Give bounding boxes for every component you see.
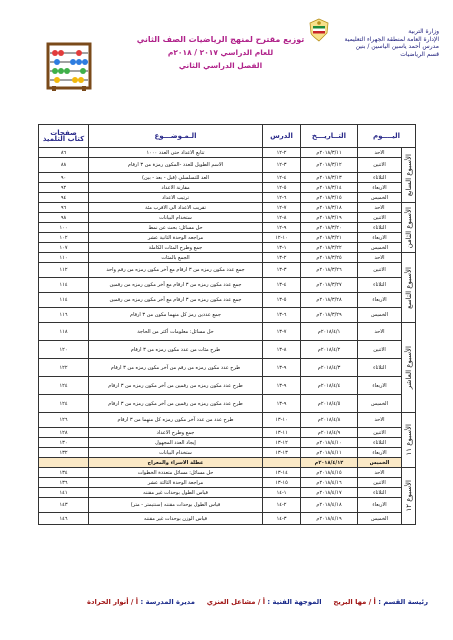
table-row xyxy=(39,308,416,323)
pages-cell: ١٠٢ xyxy=(39,233,89,243)
lesson-cell: ٩-١٣ xyxy=(263,395,301,413)
topic-cell: مراجعه الوحدة الثانية عشر xyxy=(89,233,263,243)
department-line: قسم الرياضيات xyxy=(400,50,439,58)
topic-cell: عطلة الاسراء والمعراج xyxy=(89,458,263,468)
date-cell: ٢٠١٨/٤/٥م xyxy=(301,395,358,413)
date-cell: ٢٠١٨/٣/٢٥م xyxy=(301,253,358,263)
pages-cell: ١١٤ xyxy=(39,278,89,293)
lesson-cell: ٢-١٤ xyxy=(263,498,301,513)
week-label-text: الأسبوع العاشر xyxy=(404,345,413,390)
date-cell: ٢٠١٨/٣/٢٢م xyxy=(301,243,358,253)
col-day-header: اليــــوم xyxy=(358,125,416,148)
topic-cell: حل مسائل: بحث عن نمط xyxy=(89,223,263,233)
lesson-cell: ٣-١٣ xyxy=(263,263,301,278)
topic-cell: قياس الوزن بوحدات غير مقننه xyxy=(89,513,263,525)
day-cell: الاثنين xyxy=(358,341,402,359)
table-row xyxy=(39,395,416,413)
table-row xyxy=(39,293,416,308)
topic-cell: طرح عدد مكون رمزه من رقم من آخر مكون رمزه من ٣ ارقام xyxy=(89,359,263,377)
week-label-text: الأسبوع ١١ xyxy=(404,424,413,456)
week-label-text: الأسبوع الثامن xyxy=(404,206,413,249)
topic-cell: الجمع بالمئات xyxy=(89,253,263,263)
ministry-line: وزارة التربية xyxy=(408,28,439,35)
pages-cell: ١٤٦ xyxy=(39,513,89,525)
supervisor-label: الموجهة الفنية : xyxy=(267,598,322,606)
day-cell: الاثنين xyxy=(358,263,402,278)
pages-cell: ١٢٢ xyxy=(39,359,89,377)
lesson-cell: ٣-١٢ xyxy=(263,158,301,173)
date-cell: ٢٠١٨/٤/١٨م xyxy=(301,498,358,513)
day-cell: الخميس xyxy=(358,308,402,323)
lesson-cell: ٩-١٣ xyxy=(263,359,301,377)
day-cell: الثلاثاء xyxy=(358,173,402,183)
directorate-line: الإدارة العامة لمنطقة الجهراء التعليمية xyxy=(344,35,439,43)
table-row xyxy=(39,233,416,243)
principal-name: أ / أنوار الحرادة xyxy=(86,598,139,606)
topic-cell: العد للتسلسلي (قبل - بعد - بين) xyxy=(89,173,263,183)
day-cell: الثلاثاء xyxy=(358,438,402,448)
date-cell: ٢٠١٨/٣/١٣م xyxy=(301,173,358,183)
pages-cell: ١١٨ xyxy=(39,323,89,341)
lesson-cell: ٥-١٣ xyxy=(263,293,301,308)
table-row xyxy=(39,488,416,498)
topic-cell: جمع عدد مكون رمزه من ٣ ارقام مع آخر مكون رمزه من رقمين xyxy=(89,278,263,293)
title-line-1: توزيع مقترح لمنهج الرياضيات الصف الثاني xyxy=(136,35,305,44)
date-cell: ٢٠١٨/٤/٤م xyxy=(301,377,358,395)
table-row xyxy=(39,341,416,359)
table-row xyxy=(39,498,416,513)
lesson-cell: ١٤-١٣ xyxy=(263,468,301,478)
pages-cell: ٨٦ xyxy=(39,148,89,158)
day-cell: الاثنين xyxy=(358,213,402,223)
week-label-text: الأسبوع التاسع xyxy=(404,266,413,309)
pages-cell: ١٠٧ xyxy=(39,243,89,253)
table-row xyxy=(39,468,416,478)
lesson-cell: ٩-١٢ xyxy=(263,223,301,233)
lesson-cell: ١٠-١٢ xyxy=(263,233,301,243)
title-line-2: للعام الدراسي ٢٠١٧ / ٢٠١٨م xyxy=(167,48,274,57)
principal-label: مديرة المدرسة : xyxy=(140,598,195,606)
day-cell: الاحد xyxy=(358,203,402,213)
table-row xyxy=(39,428,416,438)
topic-cell: مراجعة الوحدة الثالثة عشر xyxy=(89,478,263,488)
pages-cell: ١١٠ xyxy=(39,253,89,263)
day-cell: الاثنين xyxy=(358,478,402,488)
topic-cell: جمع وطرح الاعداد xyxy=(89,428,263,438)
day-cell: الثلاثاء xyxy=(358,359,402,377)
pages-cell: ٩٨ xyxy=(39,213,89,223)
lesson-cell xyxy=(263,458,301,468)
table-row xyxy=(39,148,416,158)
topic-cell: طرح عدد مكون رمزه من رقمين من آخر مكون رمزه من ٣ ارقام xyxy=(89,395,263,413)
topic-cell: تقريب الاعداد الى الاقرب مئة xyxy=(89,203,263,213)
title-line-3: الفصل الدراسي الثاني xyxy=(178,61,263,70)
pages-cell: ١٢٤ xyxy=(39,395,89,413)
lesson-cell: ١-١٤ xyxy=(263,488,301,498)
day-cell: الاربعاء xyxy=(358,448,402,458)
day-cell: الاحد xyxy=(358,148,402,158)
col-date-header: التــاريـــخ xyxy=(301,125,358,148)
table-row xyxy=(39,203,416,213)
day-cell: الخميس xyxy=(358,458,402,468)
pages-cell: ١٢٤ xyxy=(39,377,89,395)
date-cell: ٢٠١٨/٣/١٩م xyxy=(301,213,358,223)
day-cell: الاربعاء xyxy=(358,233,402,243)
table-row xyxy=(39,448,416,458)
lesson-cell: ٧-١٣ xyxy=(263,323,301,341)
week-label xyxy=(402,413,416,468)
topic-cell: طرح عدد مكون رمزه من رقمين من آخر مكون رمزه من ٣ ارقام xyxy=(89,377,263,395)
day-cell: الخميس xyxy=(358,513,402,525)
pages-cell: ١٤٣ xyxy=(39,498,89,513)
day-cell: الاحد xyxy=(358,468,402,478)
date-cell: ٢٠١٨/٣/١١م xyxy=(301,148,358,158)
topic-cell: طرح مئات من عدد مكون رمزه من ٣ ارقام xyxy=(89,341,263,359)
topic-cell: قياس الطول بوحدات مقننه (سنتيمتر - متر) xyxy=(89,498,263,513)
lesson-cell: ٥-١٢ xyxy=(263,183,301,193)
date-cell: ٢٠١٨/٤/١١م xyxy=(301,448,358,458)
col-lesson-header: الدرس xyxy=(263,125,301,148)
topic-cell: طرح عدد من عدد آخر مكون رمزه كل منهما من ٣ ارقام xyxy=(89,413,263,428)
table-row xyxy=(39,513,416,525)
col-topic-header: الـمـوضـــوع xyxy=(89,125,263,148)
date-cell: ٢٠١٨/٤/١٥م xyxy=(301,468,358,478)
topic-cell: جمع وطرح المئات الكاملة xyxy=(89,243,263,253)
lesson-cell: ٨-١٢ xyxy=(263,213,301,223)
day-cell: الاربعاء xyxy=(358,377,402,395)
pages-cell: ٩٠ xyxy=(39,173,89,183)
document-title xyxy=(128,33,313,72)
date-cell: ٢٠١٨/٣/٢٩م xyxy=(301,308,358,323)
abacus-icon xyxy=(45,40,93,92)
date-cell: ٢٠١٨/٤/١٦م xyxy=(301,478,358,488)
pages-cell: ١١٤ xyxy=(39,293,89,308)
lesson-cell: ١٠-١٣ xyxy=(263,413,301,428)
lesson-cell: ١١-١٣ xyxy=(263,428,301,438)
table-row xyxy=(39,213,416,223)
day-cell: الاربعاء xyxy=(358,183,402,193)
pages-cell: ١٣٠ xyxy=(39,438,89,448)
topic-cell: جمع عددين رمز كل منهما مكون من ٣ ارقام xyxy=(89,308,263,323)
pages-cell: ٩٤ xyxy=(39,193,89,203)
lesson-cell: ١٢-١٣ xyxy=(263,438,301,448)
pages-cell: ١٣٢ xyxy=(39,448,89,458)
pages-cell: ١٤١ xyxy=(39,488,89,498)
lesson-cell: ٢-١٢ xyxy=(263,148,301,158)
lesson-cell: ٩-١٣ xyxy=(263,377,301,395)
lesson-cell: ٤-١٢ xyxy=(263,173,301,183)
table-row xyxy=(39,193,416,203)
topic-cell: حل مسائل: معلومات أكثر من الحاجة xyxy=(89,323,263,341)
signatures-footer xyxy=(24,598,428,606)
lesson-cell: ٧-١٢ xyxy=(263,203,301,213)
head-name: أ / مها البريح xyxy=(333,598,376,606)
topic-cell: قياس الطول بوحدات غير مقننه xyxy=(89,488,263,498)
week-label xyxy=(402,148,416,203)
topic-cell: ستخدام البيانات xyxy=(89,448,263,458)
date-cell: ٢٠١٨/٣/١٤م xyxy=(301,183,358,193)
table-row xyxy=(39,359,416,377)
date-cell: ٢٠١٨/٤/٢م xyxy=(301,341,358,359)
week-label xyxy=(402,323,416,413)
day-cell: الثلاثاء xyxy=(358,488,402,498)
day-cell: الخميس xyxy=(358,193,402,203)
date-cell: ٢٠١٨/٣/١٨م xyxy=(301,203,358,213)
pages-cell: ١١٦ xyxy=(39,308,89,323)
day-cell: الثلاثاء xyxy=(358,223,402,233)
topic-cell: جمع عدد مكون رمزه من ٣ ارقام مع آخر مكون رمزه من رقم واحد xyxy=(89,263,263,278)
table-row xyxy=(39,323,416,341)
lesson-cell: ٦-١٢ xyxy=(263,193,301,203)
day-cell: الاحد xyxy=(358,253,402,263)
day-cell: الخميس xyxy=(358,395,402,413)
table-row xyxy=(39,253,416,263)
supervisor-name: أ / مشاعل العنزي xyxy=(206,598,266,606)
topic-cell: جمع عدد مكون رمزه من ٣ ارقام مع آخر مكون رمزه من رقمين xyxy=(89,293,263,308)
topic-cell: إيجاد العدد المجهول xyxy=(89,438,263,448)
table-row xyxy=(39,243,416,253)
pages-cell: ٨٨ xyxy=(39,158,89,173)
table-row xyxy=(39,377,416,395)
table-row xyxy=(39,278,416,293)
day-cell: الاثنين xyxy=(358,428,402,438)
pages-cell: ١٠٠ xyxy=(39,223,89,233)
head-label: رئيسة القسم : xyxy=(378,598,428,606)
date-cell: ٢٠١٨/٤/١٩م xyxy=(301,513,358,525)
date-cell: ٢٠١٨/٣/٢١م xyxy=(301,233,358,243)
pages-cell: ١٣٦ xyxy=(39,478,89,488)
pages-cell: ٩٦ xyxy=(39,203,89,213)
col-pages-header: صفحات كتاب التلميذ xyxy=(39,125,89,148)
pages-cell xyxy=(39,458,89,468)
pages-cell: ١٢٠ xyxy=(39,341,89,359)
lesson-cell: ١٥-١٣ xyxy=(263,478,301,488)
day-cell: الخميس xyxy=(358,243,402,253)
week-label xyxy=(402,468,416,525)
schedule-table xyxy=(38,124,416,525)
topic-cell: الاسم الطويل للعدد -المكون رمزة من ٣ ارقام xyxy=(89,158,263,173)
date-cell: ٢٠١٨/٤/١٢م xyxy=(301,458,358,468)
date-cell: ٢٠١٨/٣/١٢م xyxy=(301,158,358,173)
pages-cell: ١٢٦ xyxy=(39,413,89,428)
date-cell: ٢٠١٨/٤/٣م xyxy=(301,359,358,377)
day-cell: الثلاثاء xyxy=(358,278,402,293)
day-cell: الاحد xyxy=(358,323,402,341)
table-row xyxy=(39,173,416,183)
table-row xyxy=(39,438,416,448)
pages-cell: ١٣٤ xyxy=(39,468,89,478)
table-header-row xyxy=(39,125,416,148)
day-cell: الاربعاء xyxy=(358,498,402,513)
table-row xyxy=(39,478,416,488)
date-cell: ٢٠١٨/٣/٢٠م xyxy=(301,223,358,233)
lesson-cell: ١٣-١٣ xyxy=(263,448,301,458)
date-cell: ٢٠١٨/٣/٢٧م xyxy=(301,278,358,293)
pages-cell: ٩٢ xyxy=(39,183,89,193)
week-label-text: الأسبوع السابع xyxy=(404,153,413,197)
date-cell: ٢٠١٨/٤/١م xyxy=(301,323,358,341)
week-label xyxy=(402,203,416,253)
date-cell: ٢٠١٨/٣/١٥م xyxy=(301,193,358,203)
day-cell: الاثنين xyxy=(358,158,402,173)
day-cell: الاحد xyxy=(358,413,402,428)
topic-cell: حل مسائل: مسائل متعددة الخطوات xyxy=(89,468,263,478)
date-cell: ٢٠١٨/٣/٢٦م xyxy=(301,263,358,278)
date-cell: ٢٠١٨/٤/١٠م xyxy=(301,438,358,448)
pages-cell: ١٢٨ xyxy=(39,428,89,438)
lesson-cell: ٣-١٤ xyxy=(263,513,301,525)
week-label xyxy=(402,253,416,323)
table-row xyxy=(39,413,416,428)
topic-cell: ستخدام البيانات xyxy=(89,213,263,223)
pages-cell: ١١٢ xyxy=(39,263,89,278)
topic-cell: تتابع الاعداد حتى العدد ١٠٠٠ xyxy=(89,148,263,158)
lesson-cell: ٦-١٣ xyxy=(263,308,301,323)
day-cell: الاربعاء xyxy=(358,293,402,308)
lesson-cell: ١-١٣ xyxy=(263,243,301,253)
schedule-body xyxy=(39,148,416,525)
date-cell: ٢٠١٨/٣/٢٨م xyxy=(301,293,358,308)
topic-cell: مقارنة الاعداد xyxy=(89,183,263,193)
date-cell: ٢٠١٨/٤/١٧م xyxy=(301,488,358,498)
school-line: مدرس أحمد ياسين الياسين / بنين xyxy=(355,43,439,50)
table-row xyxy=(39,263,416,278)
topic-cell: ترتيب الاعداد xyxy=(89,193,263,203)
table-row xyxy=(39,458,416,468)
date-cell: ٢٠١٨/٤/٩م xyxy=(301,428,358,438)
table-row xyxy=(39,158,416,173)
table-row xyxy=(39,223,416,233)
lesson-cell: ٨-١٣ xyxy=(263,341,301,359)
lesson-cell: ٤-١٣ xyxy=(263,278,301,293)
table-row xyxy=(39,183,416,193)
date-cell: ٢٠١٨/٤/٨م xyxy=(301,413,358,428)
lesson-cell: ٢-١٣ xyxy=(263,253,301,263)
week-label-text: الأسبوع ١٢ xyxy=(404,480,413,512)
